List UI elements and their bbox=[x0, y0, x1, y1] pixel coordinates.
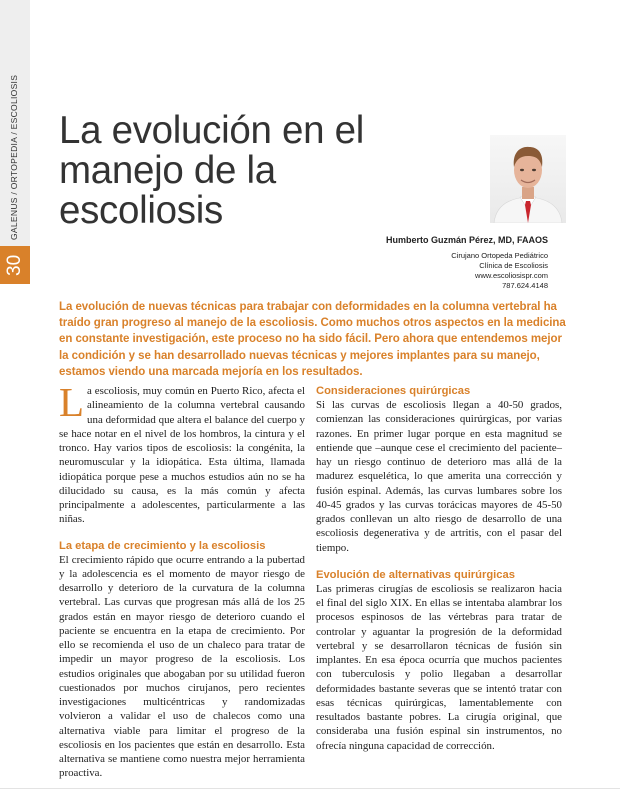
opening-paragraph-text: a escoliosis, muy común en Puerto Rico, afecta el alineamiento de la columna vertebral causando una deformidad que altera el balance del cuerpo y se hace notar en el nivel de los hombros, la cintura y el tronco. Hay varios tipos de escoliosis: la congénita, la neuromuscular y la idiopática. Esta última, llamada idiopática porque pese a muchos estudios aún no se ha dilucidado su causa, es la más común y afecta principalmente a adolescentes, particularmente a las niñas. bbox=[59, 385, 305, 526]
opening-paragraph bbox=[59, 379, 305, 527]
drop-cap: L bbox=[59, 379, 85, 425]
right-column bbox=[316, 384, 562, 753]
author-clinic: Clínica de Escoliosis bbox=[479, 261, 548, 270]
section-heading-growth: La etapa de crecimiento y la escoliosis bbox=[59, 539, 266, 552]
section-heading-surgical-considerations: Consideraciones quirúrgicas bbox=[316, 385, 471, 397]
author-role: Cirujano Ortopeda Pediátrico bbox=[451, 251, 548, 260]
article-title bbox=[59, 111, 364, 231]
left-column bbox=[59, 379, 305, 781]
author-block bbox=[386, 235, 548, 291]
growth-paragraph: El crecimiento rápido que ocurre entrando a la pubertad y la adolescencia es el momento de mayor riesgo de desarrollo y deterioro de la curvatura de la columna vertebral. Las curvas que progresan más allá de los 25 grados están en mayor riesgo de deterioro cuando el paciente se encuentra en la etapa de crecimiento. Por ello se recomienda el uso de un chaleco para tratar de impedir un mayor progreso de la escoliosis. Los estudios originales que abogaban por su utilidad fueron cuestionados por muchos cirujanos, pero recientes investigaciones multicéntricas y randomizadas volvieron a validar el uso de chalecos como una alternativa viable para limitar el progreso de la escoliosis en los pacientes que están en desarrollo. Esta alternativa se mantiene como nuestra mejor herramienta proactiva. bbox=[59, 553, 305, 780]
author-phone: 787.624.4148 bbox=[502, 281, 548, 290]
author-website: www.escoliosispr.com bbox=[475, 271, 548, 280]
section-label: GALENUS / ORTOPEDIA / ESCOLIOSIS bbox=[9, 74, 19, 240]
title-line-3: escoliosis bbox=[59, 189, 223, 232]
intro-paragraph: La evolución de nuevas técnicas para trabajar con deformidades en la columna vertebral ha traído gran progreso al manejo de la escoliosis. Como muchos otros aspectos en la medicina en constante investigación, este proceso no ha sido fácil. Pero ahora que entendemos mejor la condición y se han desarrollado nuevas técnicas y mejores implantes para su manejo, estamos viendo una marcada mejoría en los resultados. bbox=[59, 301, 566, 378]
bottom-divider bbox=[0, 788, 620, 789]
title-line-2: manejo de la bbox=[59, 149, 276, 192]
section-heading-surgical-evolution: Evolución de alternativas quirúrgicas bbox=[316, 568, 515, 581]
author-name: Humberto Guzmán Pérez, MD, FAAOS bbox=[385, 235, 548, 245]
author-photo bbox=[490, 135, 566, 223]
title-line-1: La evolución en el bbox=[59, 109, 364, 152]
page-number: 30 bbox=[4, 254, 25, 276]
surgical-evolution-paragraph: Las primeras cirugías de escoliosis se realizaron hacia el final del siglo XIX. En ellas se intentaba alambrar los procesos espinosos de las vértebras para tratar de controlar y aguantar la progresión de la deformidad vertebral y se desarrollaron técnicas de fusión sin implantes. En esa época ocurría que muchos pacientes con tuberculosis y polio llegaban a desarrollar deformidades bastante severas que se intentó tratar con esas técnicas quirúrgicas, lamentablemente con resultados bastante pobres. La cirugía original, que consideraba una fusión espinal sin instrumentos, no ofrecía ninguna capacidad de corrección. bbox=[316, 582, 562, 752]
surgical-considerations-paragraph: Si las curvas de escoliosis llegan a 40-50 grados, comienzan las consideraciones quirúrgicas, por varias razones. En primer lugar porque en esta magnitud se entiende que –aunque cese el crecimiento del paciente– hay un riesgo continuo de deterioro mas allá de la madurez esquelética, lo que amerita una corrección y fusión espinal. Además, las curvas lumbares sobre los 40-45 grados y las curvas torácicas mayores de 45-50 grados conllevan un alto riesgo de desarrollo de una escoliosis degenerativa y de artritis, con el pasar del tiempo. bbox=[316, 399, 562, 554]
author-portrait-illustration bbox=[490, 135, 566, 223]
